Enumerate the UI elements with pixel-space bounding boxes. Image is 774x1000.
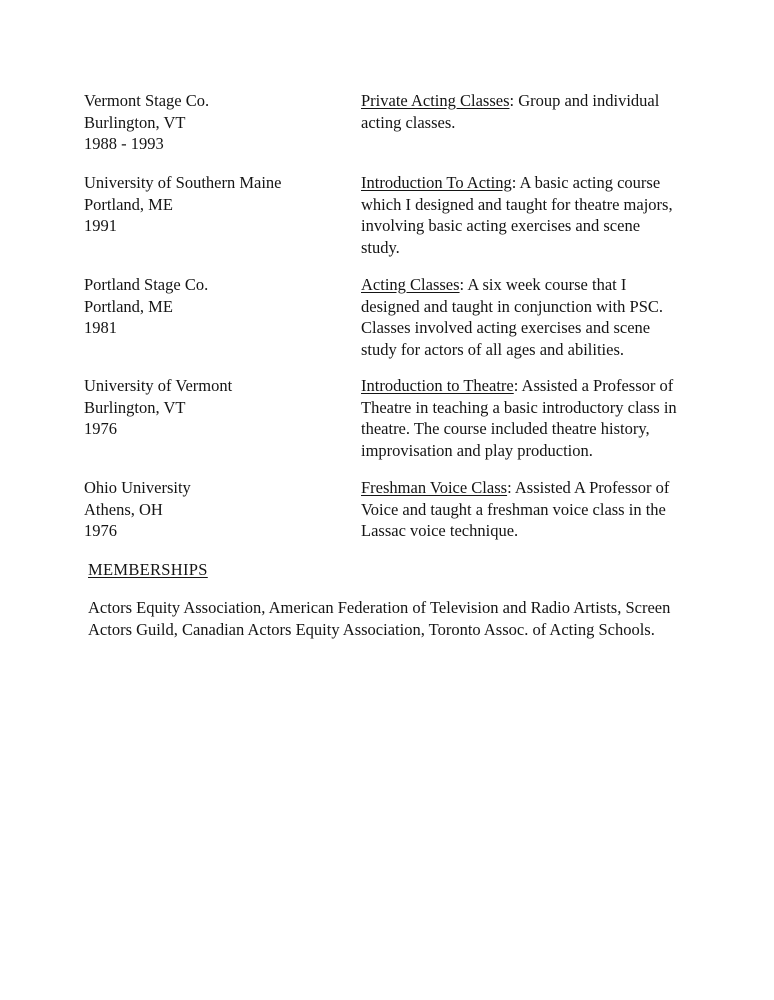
organization-name: Portland Stage Co. xyxy=(84,275,209,294)
organization-location: Athens, OH xyxy=(84,499,163,519)
description-text: : A six week course that I xyxy=(459,275,627,294)
memberships-line: Actors Guild, Canadian Actors Equity Association, Toronto Assoc. of Acting Schools. xyxy=(88,620,655,639)
description-text: : Group and individual xyxy=(509,91,660,110)
description-text: : Assisted a Professor of xyxy=(513,376,674,395)
description-line: study for actors of all ages and abilities. xyxy=(361,339,625,359)
description-line: acting classes. xyxy=(361,112,456,132)
entry-description-block xyxy=(361,274,701,360)
memberships-heading: MEMBERSHIPS xyxy=(88,560,208,579)
description-line: designed and taught in conjunction with PSC. xyxy=(361,296,664,316)
memberships-list xyxy=(88,597,708,641)
organization-location: Portland, ME xyxy=(84,296,173,316)
description-line: Lassac voice technique. xyxy=(361,521,519,540)
organization-years: 1981 xyxy=(84,318,117,337)
entry-description-block xyxy=(361,477,701,542)
course-title: Freshman Voice Class xyxy=(361,478,508,497)
entry-organization-block xyxy=(84,274,334,339)
organization-years: 1988 - 1993 xyxy=(84,134,164,153)
organization-name: Vermont Stage Co. xyxy=(84,91,210,110)
description-line xyxy=(361,90,701,112)
organization-location: Burlington, VT xyxy=(84,112,186,132)
description-line: involving basic acting exercises and scene xyxy=(361,216,641,235)
entry-organization-block xyxy=(84,477,334,542)
description-text: : Assisted A Professor of xyxy=(507,478,670,497)
memberships-line: Actors Equity Association, American Federation of Television and Radio Artists, Screen xyxy=(88,598,671,617)
description-line xyxy=(361,274,701,296)
description-line xyxy=(361,172,701,194)
course-title: Introduction to Theatre xyxy=(361,376,514,395)
entry-organization-block xyxy=(84,172,334,237)
organization-years: 1991 xyxy=(84,216,117,235)
description-line: Voice and taught a freshman voice class in the xyxy=(361,499,666,519)
entry-description-block xyxy=(361,375,701,461)
organization-name: University of Vermont xyxy=(84,376,233,395)
course-title: Private Acting Classes xyxy=(361,91,510,110)
description-line: Classes involved acting exercises and scene xyxy=(361,318,651,337)
organization-name: University of Southern Maine xyxy=(84,173,282,192)
description-text: : A basic acting course xyxy=(511,173,661,192)
course-title: Introduction To Acting xyxy=(361,173,512,192)
entry-organization-block xyxy=(84,90,334,155)
description-line xyxy=(361,477,701,499)
description-line: improvisation and play production. xyxy=(361,440,593,460)
description-line: study. xyxy=(361,237,400,257)
description-line: theatre. The course included theatre history, xyxy=(361,419,650,438)
organization-years: 1976 xyxy=(84,419,117,438)
description-line: Theatre in teaching a basic introductory class in xyxy=(361,397,677,417)
organization-name: Ohio University xyxy=(84,478,191,497)
organization-location: Burlington, VT xyxy=(84,397,186,417)
course-title: Acting Classes xyxy=(361,275,460,294)
entry-organization-block xyxy=(84,375,334,440)
organization-location: Portland, ME xyxy=(84,194,173,214)
entry-description-block xyxy=(361,172,701,258)
description-line xyxy=(361,375,701,397)
organization-years: 1976 xyxy=(84,521,117,540)
description-line: which I designed and taught for theatre majors, xyxy=(361,194,673,214)
entry-description-block xyxy=(361,90,701,133)
